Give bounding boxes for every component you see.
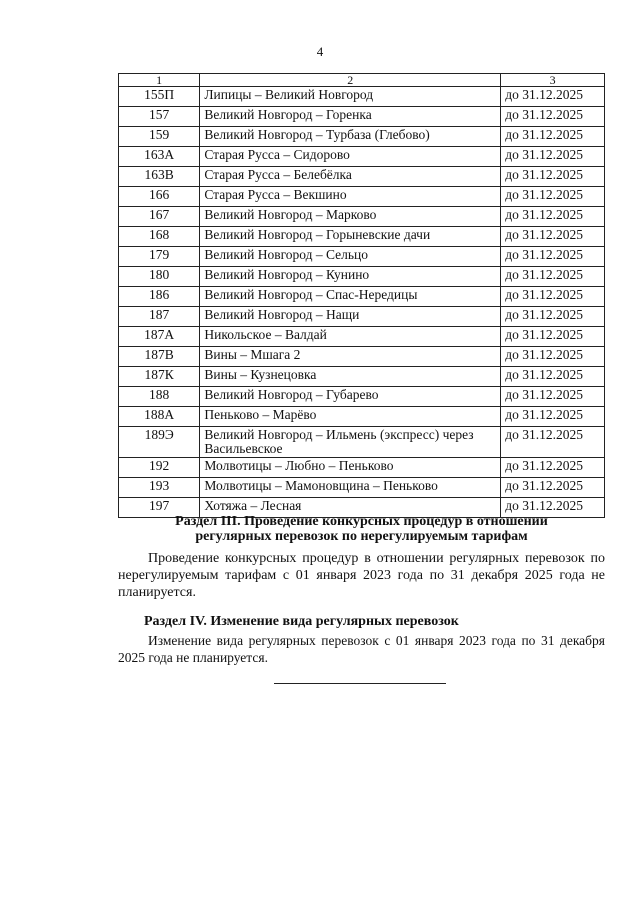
route-date-cell: до 31.12.2025	[501, 427, 605, 458]
route-date-cell: до 31.12.2025	[501, 107, 605, 127]
route-name-cell: Великий Новгород – Ильмень (экспресс) через Васильевское	[200, 427, 501, 458]
route-name-cell: Молвотицы – Любно – Пеньково	[200, 458, 501, 478]
table-row	[119, 267, 605, 287]
table-row	[119, 327, 605, 347]
route-number-cell: 187К	[119, 367, 200, 387]
route-date-cell: до 31.12.2025	[501, 478, 605, 498]
route-number-cell: 187А	[119, 327, 200, 347]
route-date-cell: до 31.12.2025	[501, 87, 605, 107]
table-row	[119, 147, 605, 167]
table-row	[119, 387, 605, 407]
table-row	[119, 307, 605, 327]
route-number-cell: 163В	[119, 167, 200, 187]
column-header: 3	[501, 74, 605, 87]
route-date-cell: до 31.12.2025	[501, 267, 605, 287]
route-date-cell: до 31.12.2025	[501, 207, 605, 227]
route-date-cell: до 31.12.2025	[501, 247, 605, 267]
route-number-cell: 186	[119, 287, 200, 307]
route-number-cell: 163А	[119, 147, 200, 167]
route-name-cell: Вины – Мшага 2	[200, 347, 501, 367]
table-row	[119, 287, 605, 307]
table-row	[119, 167, 605, 187]
route-number-cell: 193	[119, 478, 200, 498]
route-number-cell: 159	[119, 127, 200, 147]
closing-divider	[274, 683, 446, 684]
route-name-cell: Великий Новгород – Спас-Нередицы	[200, 287, 501, 307]
route-date-cell: до 31.12.2025	[501, 187, 605, 207]
route-number-cell: 155П	[119, 87, 200, 107]
route-name-cell: Хотяжа – Лесная	[200, 498, 501, 518]
table-row	[119, 87, 605, 107]
route-name-cell: Великий Новгород – Губарево	[200, 387, 501, 407]
table-row	[119, 207, 605, 227]
route-number-cell: 179	[119, 247, 200, 267]
route-date-cell: до 31.12.2025	[501, 498, 605, 518]
routes-table	[118, 73, 605, 518]
route-name-cell: Вины – Кузнецовка	[200, 367, 501, 387]
route-number-cell: 180	[119, 267, 200, 287]
table-row	[119, 127, 605, 147]
table-row	[119, 347, 605, 367]
route-date-cell: до 31.12.2025	[501, 167, 605, 187]
section-3-heading-line-2: регулярных перевозок по нерегулируемым тарифам	[195, 529, 528, 544]
page-number: 4	[316, 44, 324, 59]
route-name-cell: Никольское – Валдай	[200, 327, 501, 347]
route-name-cell: Великий Новгород – Марково	[200, 207, 501, 227]
section-3-heading-line-1: Раздел III. Проведение конкурсных процедур в отношении	[175, 514, 548, 529]
route-name-cell: Старая Русса – Белебёлка	[200, 167, 501, 187]
column-header: 1	[119, 74, 200, 87]
route-number-cell: 197	[119, 498, 200, 518]
route-number-cell: 188	[119, 387, 200, 407]
route-name-cell: Старая Русса – Сидорово	[200, 147, 501, 167]
route-date-cell: до 31.12.2025	[501, 147, 605, 167]
route-date-cell: до 31.12.2025	[501, 387, 605, 407]
route-name-cell: Молвотицы – Мамоновщина – Пеньково	[200, 478, 501, 498]
route-number-cell: 168	[119, 227, 200, 247]
route-number-cell: 167	[119, 207, 200, 227]
route-date-cell: до 31.12.2025	[501, 127, 605, 147]
table-row	[119, 107, 605, 127]
route-date-cell: до 31.12.2025	[501, 307, 605, 327]
route-date-cell: до 31.12.2025	[501, 458, 605, 478]
table-row	[119, 367, 605, 387]
route-number-cell: 187	[119, 307, 200, 327]
route-date-cell: до 31.12.2025	[501, 287, 605, 307]
table-header-row	[119, 74, 605, 87]
table-row	[119, 227, 605, 247]
route-number-cell: 192	[119, 458, 200, 478]
table-row	[119, 458, 605, 478]
section-3-body: Проведение конкурсных процедур в отношении регулярных перевозок по нерегулируемым тарифам с 01 января 2023 года по 31 декабря 2025 года не планируется.	[118, 551, 605, 600]
routes-table-body	[119, 87, 605, 518]
column-header: 2	[200, 74, 501, 87]
table-row	[119, 427, 605, 458]
route-number-cell: 187В	[119, 347, 200, 367]
section-4-body: Изменение вида регулярных перевозок с 01 января 2023 года по 31 декабря 2025 года не планируется.	[118, 633, 605, 665]
table-row	[119, 478, 605, 498]
route-name-cell: Липицы – Великий Новгород	[200, 87, 501, 107]
route-name-cell: Великий Новгород – Кунино	[200, 267, 501, 287]
route-date-cell: до 31.12.2025	[501, 227, 605, 247]
table-row	[119, 247, 605, 267]
route-name-cell: Великий Новгород – Сельцо	[200, 247, 501, 267]
route-date-cell: до 31.12.2025	[501, 347, 605, 367]
route-name-cell: Старая Русса – Векшино	[200, 187, 501, 207]
section-4-heading: Раздел IV. Изменение вида регулярных перевозок	[144, 614, 459, 629]
route-number-cell: 189Э	[119, 427, 200, 458]
table-row	[119, 187, 605, 207]
section-3-heading	[118, 514, 605, 544]
route-date-cell: до 31.12.2025	[501, 407, 605, 427]
route-date-cell: до 31.12.2025	[501, 327, 605, 347]
route-name-cell: Великий Новгород – Турбаза (Глебово)	[200, 127, 501, 147]
route-number-cell: 157	[119, 107, 200, 127]
route-number-cell: 188А	[119, 407, 200, 427]
route-date-cell: до 31.12.2025	[501, 367, 605, 387]
table-row	[119, 407, 605, 427]
route-number-cell: 166	[119, 187, 200, 207]
route-name-cell: Пеньково – Марёво	[200, 407, 501, 427]
route-name-cell: Великий Новгород – Нащи	[200, 307, 501, 327]
route-name-cell: Великий Новгород – Горыневские дачи	[200, 227, 501, 247]
route-name-cell: Великий Новгород – Горенка	[200, 107, 501, 127]
